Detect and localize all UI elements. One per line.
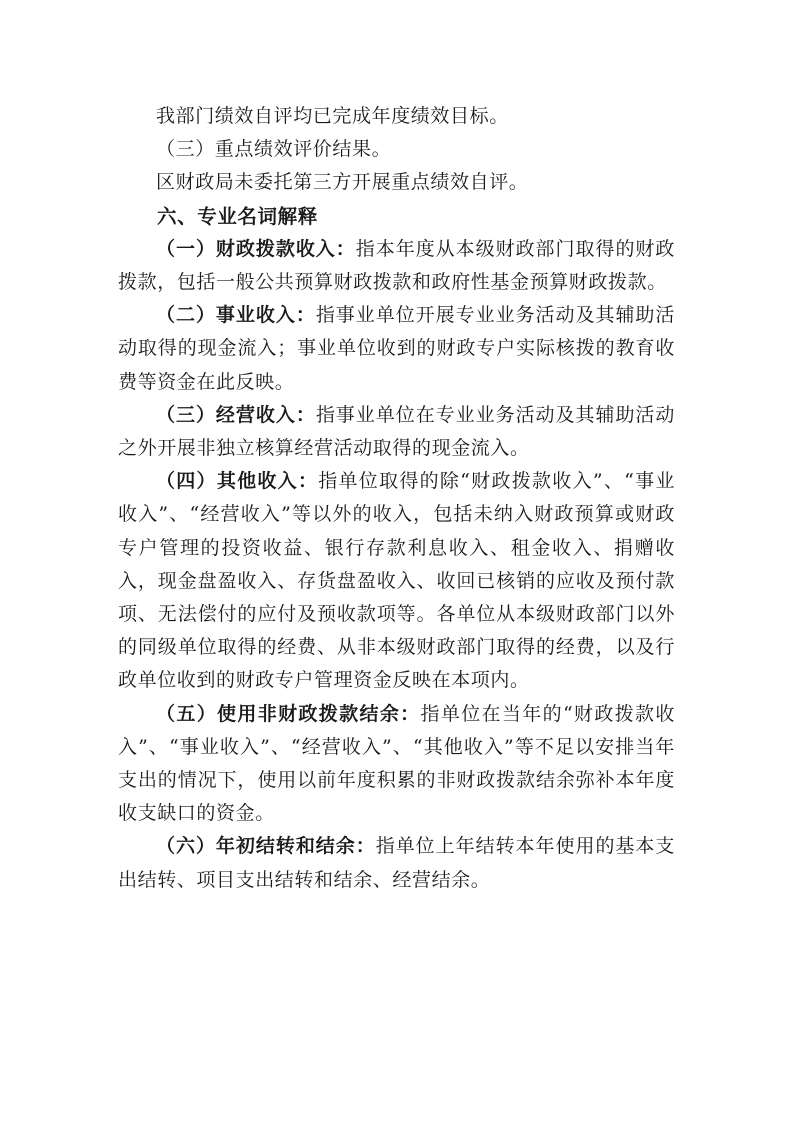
definition-term: （六）年初结转和结余： [156,835,376,858]
definition-term: （五）使用非财政拨款结余： [156,702,421,725]
definition-term: （四）其他收入： [156,470,319,493]
document-page [118,100,675,897]
definition-text: 指本年度从本级财政部门取得的财政拨款，包括一般公共预算财政拨款和政府性基金预算财政拨款。 [118,237,675,294]
definition-business-income [118,299,675,399]
definition-other-income [118,465,675,697]
definition-beginning-carryover [118,830,675,896]
definition-non-fiscal-balance-use [118,698,675,831]
paragraph-self-evaluation-complete: 我部门绩效自评均已完成年度绩效目标。 [156,105,509,127]
section-heading-terminology: 六、专业名词解释 [157,204,318,228]
definition-term: （三）经营收入： [156,403,316,426]
definition-text: 指单位取得的除“财政拨款收入”、“事业收入”、“经营收入”等以外的收入，包括未纳入财政预算或财政专户管理的投资收益、银行存款利息收入、租金收入、捐赠收入，现金盘盈收入、存货盘盈收入、收回已核销的应收及预付款项、无法偿付的应付及预收款项等。各单位从本级财政部门以外的同级单位取得的经费、从非本级财政部门取得的经费，以及行政单位收到的财政专户管理资金反映在本项内。 [118,470,675,692]
definition-term: （二）事业收入： [156,304,316,327]
definition-text: 指事业单位在专业业务活动及其辅助活动之外开展非独立核算经营活动取得的现金流入。 [118,403,675,460]
definition-text: 指单位在当年的“财政拨款收入”、“事业收入”、“经营收入”、“其他收入”等不足以安排当年支出的情况下，使用以前年度积累的非财政拨款结余弥补本年度收支缺口的资金。 [118,702,675,825]
definition-fiscal-appropriation-income [118,233,675,299]
definition-text: 指单位上年结转本年使用的基本支出结转、项目支出结转和结余、经营结余。 [118,835,675,891]
subheading-key-evaluation-results: （三）重点绩效评价结果。 [156,138,392,161]
definition-text: 指事业单位开展专业业务活动及其辅助活动取得的现金流入；事业单位收到的财政专户实际核拨的教育收费等资金在此反映。 [118,304,675,393]
definition-operating-income [118,399,675,465]
definition-term: （一）财政拨款收入： [156,237,356,260]
paragraph-no-third-party: 区财政局未委托第三方开展重点绩效自评。 [156,171,529,194]
